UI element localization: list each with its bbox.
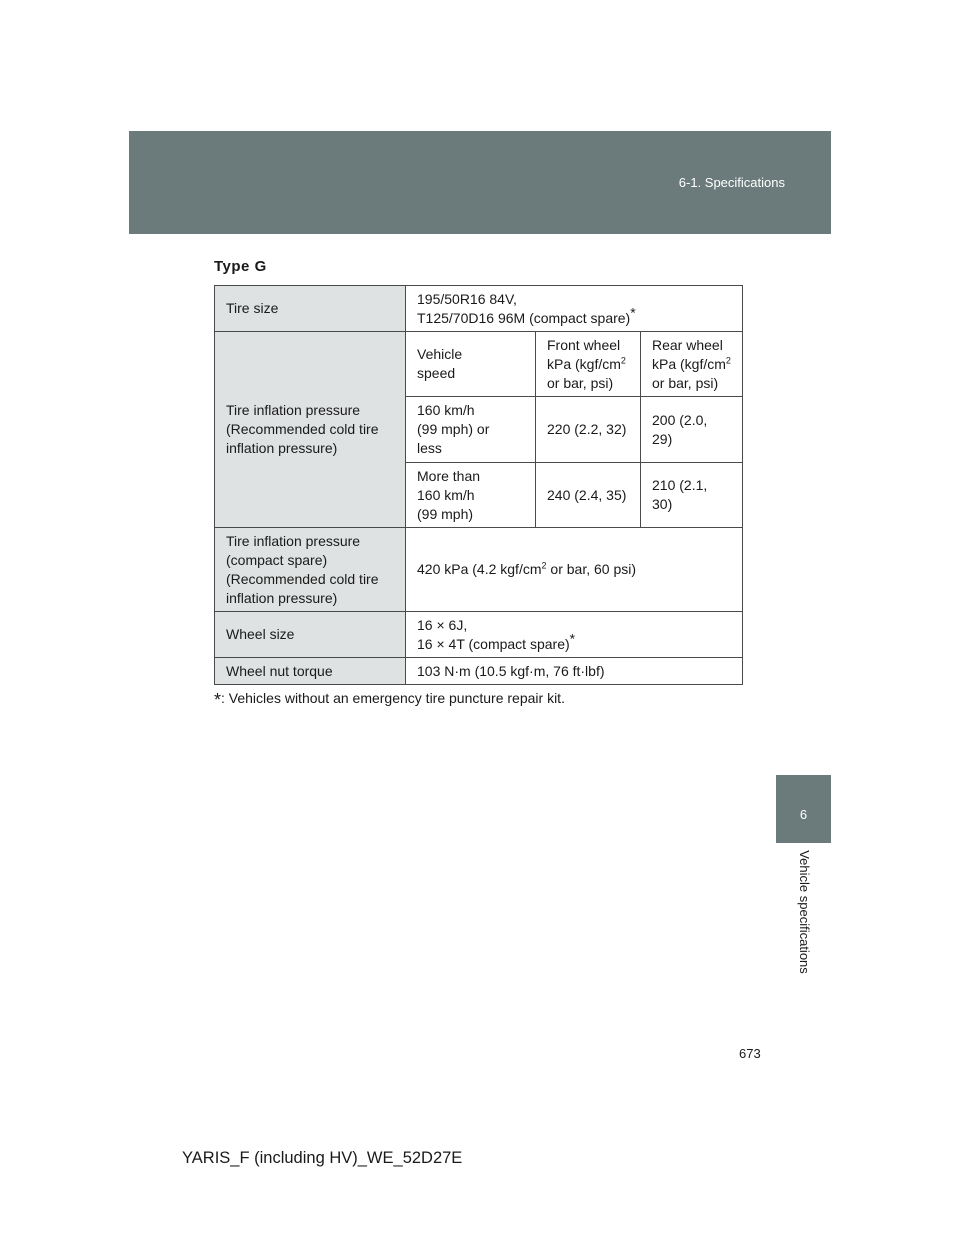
row2-speed-line2: 160 km/h (417, 486, 475, 503)
col-rear-line3: or bar, psi) (652, 374, 719, 391)
chapter-number: 6 (799, 807, 808, 822)
col-rear-wheel (641, 332, 743, 397)
col-front-line1: Front wheel (547, 336, 621, 353)
row1-speed-line3: less (417, 440, 442, 456)
table-row-wheel-nut-torque (215, 658, 743, 685)
col-speed-line1: Vehicle (417, 346, 463, 362)
col-front-line3: or bar, psi) (547, 374, 614, 391)
col-front-line2: kPa (kgf/cm (547, 355, 621, 372)
row2-speed-line1: More than (417, 467, 481, 484)
document-id: YARIS_F (including HV)_WE_52D27E (182, 1149, 463, 1167)
chapter-header-band (129, 131, 831, 234)
tire-size-value (406, 286, 743, 332)
spare-label-line4: inflation pressure) (226, 589, 338, 606)
wheel-size-line1: 16 × 6J, (417, 616, 468, 633)
tire-size-label: Tire size (215, 286, 406, 332)
row2-speed (406, 463, 536, 528)
torque-value: 103 N·m (10.5 kgf·m, 76 ft·lbf) (406, 658, 743, 685)
pressure-label-line3: inflation pressure) (226, 440, 338, 456)
row2-front: 240 (2.4, 35) (536, 463, 641, 528)
col-front-wheel (536, 332, 641, 397)
section-title-header: 6-1. Specifications (678, 175, 785, 190)
row2-rear: 210 (2.1, 30) (641, 463, 743, 528)
row2-speed-line3: (99 mph) (417, 505, 474, 522)
spare-label-line1: Tire inflation pressure (226, 532, 361, 549)
tire-size-line2: T125/70D16 96M (compact spare) (417, 309, 631, 326)
tire-size-asterisk: * (630, 303, 636, 320)
wheel-size-asterisk: * (569, 629, 576, 646)
tire-size-line1: 195/50R16 84V, (417, 290, 517, 307)
col-vehicle-speed (406, 332, 536, 397)
col-speed-line2: speed (417, 365, 456, 381)
spare-value-sup: 2 (541, 560, 547, 571)
wheel-size-label: Wheel size (215, 612, 406, 658)
col-rear-line2: kPa (kgf/cm (652, 355, 726, 372)
row1-rear: 200 (2.0, 29) (641, 397, 743, 463)
pressure-label-line2: (Recommended cold tire (226, 421, 379, 437)
row1-speed (406, 397, 536, 463)
page-number: 673 (739, 1046, 761, 1061)
pressure-label-line1: Tire inflation pressure (226, 402, 361, 418)
footnote-text: : Vehicles without an emergency tire puncture repair kit. (221, 690, 565, 706)
chapter-side-label: Vehicle specifications (797, 850, 812, 974)
footnote (214, 690, 565, 711)
wheel-size-value (406, 612, 743, 658)
row1-speed-line1: 160 km/h (417, 402, 475, 418)
col-rear-sup: 2 (725, 354, 731, 365)
col-rear-line1: Rear wheel (652, 336, 723, 353)
wheel-size-line2: 16 × 4T (compact spare) (417, 635, 570, 652)
table-row-pressure-header (215, 332, 743, 397)
spare-value-post: or bar, 60 psi) (546, 561, 637, 577)
tire-spec-table (214, 285, 743, 685)
spare-pressure-label (215, 528, 406, 612)
spare-value-pre: 420 kPa (4.2 kgf/cm (417, 561, 542, 577)
table-row-tire-size (215, 286, 743, 332)
spare-label-line2: (compact spare) (226, 551, 328, 568)
footnote-asterisk: * (214, 690, 222, 710)
table-row-wheel-size (215, 612, 743, 658)
row1-front: 220 (2.2, 32) (536, 397, 641, 463)
table-row-spare-pressure (215, 528, 743, 612)
spare-label-line3: (Recommended cold tire (226, 570, 379, 587)
spare-pressure-value (406, 528, 743, 612)
pressure-label (215, 332, 406, 528)
col-front-sup: 2 (620, 354, 626, 365)
type-heading: Type G (214, 258, 267, 275)
torque-label: Wheel nut torque (215, 658, 406, 685)
row1-speed-line2: (99 mph) or (417, 421, 490, 437)
